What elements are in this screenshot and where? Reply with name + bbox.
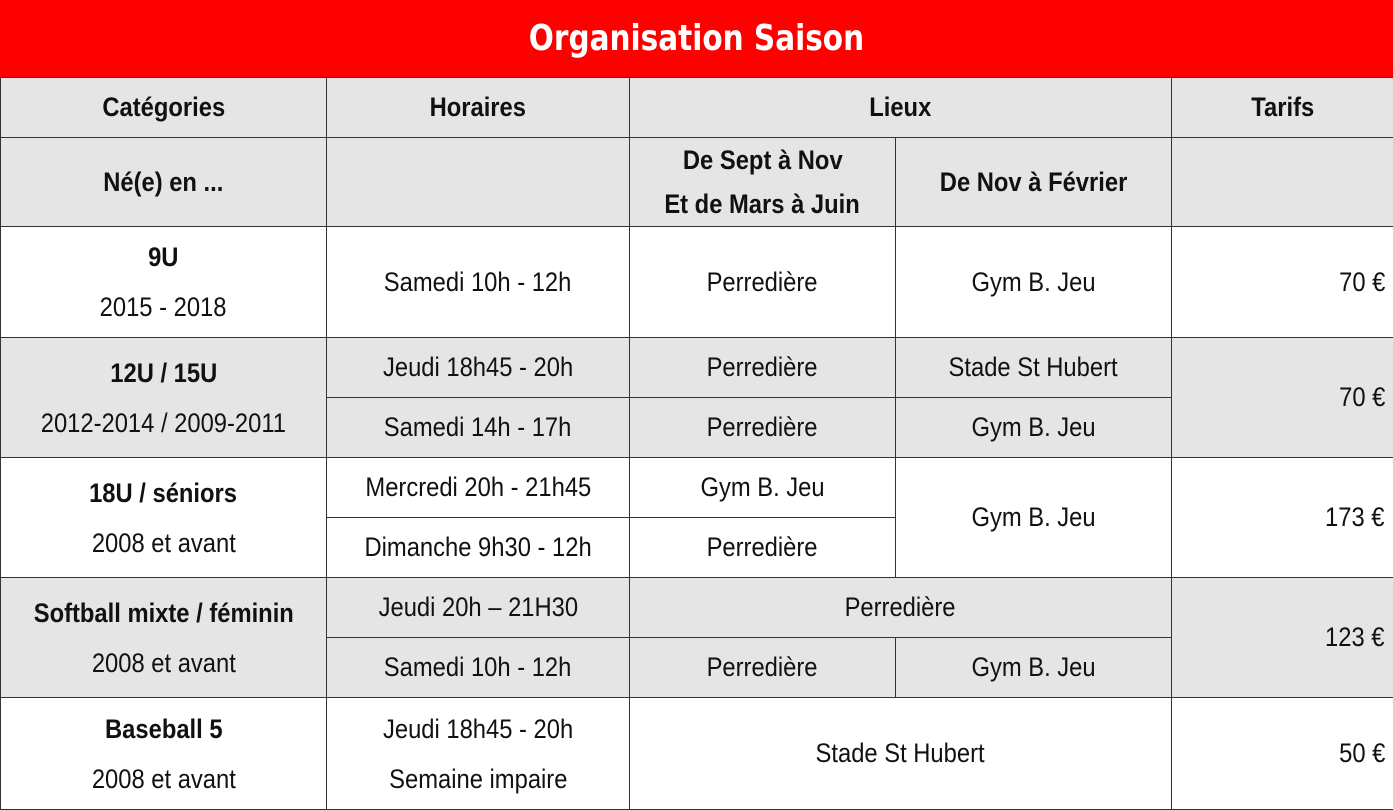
cell-text: De Sept à Nov: [683, 138, 843, 182]
cell-text: Gym B. Jeu: [700, 472, 824, 503]
cell-text: Perredière: [707, 352, 818, 383]
venue-period-2: [896, 398, 1172, 458]
category-softball: [1, 578, 327, 698]
cell-text: Perredière: [707, 412, 818, 443]
cell-text: 2008 et avant: [91, 638, 235, 688]
category-baseball5: [1, 698, 327, 810]
schedule-cell: [327, 698, 630, 810]
cell-text: 2015 - 2018: [100, 282, 227, 332]
schedule-cell: [327, 578, 630, 638]
sheet-title: Organisation Saison: [529, 18, 864, 59]
cell-text: Samedi 10h - 12h: [384, 652, 572, 683]
cell-text: Semaine impaire: [389, 754, 567, 804]
cell-text: Jeudi 18h45 - 20h: [383, 704, 573, 754]
cell-text: Perredière: [707, 532, 818, 563]
subheader-period-2: [896, 138, 1172, 227]
cell-text: 2008 et avant: [91, 754, 235, 804]
cell-text: Samedi 14h - 17h: [384, 412, 572, 443]
cell-text: Né(e) en ...: [103, 167, 223, 198]
venue-period-2: [896, 638, 1172, 698]
schedule-cell: [327, 398, 630, 458]
header-categories: [1, 78, 327, 138]
cell-text: Stade St Hubert: [949, 352, 1118, 383]
cell-text: De Nov à Février: [940, 167, 1128, 198]
cell-text: 18U / séniors: [90, 468, 238, 518]
schedule-cell: [327, 338, 630, 398]
venue-period-1: [630, 638, 896, 698]
schedule-table: [0, 77, 1393, 810]
venue-period-1: [630, 227, 896, 338]
venue-period-1: [630, 338, 896, 398]
cell-text: Perredière: [707, 652, 818, 683]
cell-text: 123 €: [1325, 622, 1384, 653]
venue-period-2: [896, 338, 1172, 398]
cell-text: Jeudi 18h45 - 20h: [383, 352, 573, 383]
cell-text: Stade St Hubert: [816, 738, 985, 769]
cell-text: 173 €: [1325, 502, 1384, 533]
cell-text: Perredière: [707, 267, 818, 298]
schedule-cell: [327, 518, 630, 578]
category-12u-15u: [1, 338, 327, 458]
cell-text: Softball mixte / féminin: [33, 588, 293, 638]
cell-text: Samedi 10h - 12h: [384, 267, 572, 298]
cell-text: Jeudi 20h – 21H30: [378, 592, 577, 623]
cell-text: 12U / 15U: [110, 348, 217, 398]
price-cell: [1172, 578, 1393, 698]
venue-period-1: [630, 398, 896, 458]
venue-period-2: [896, 458, 1172, 578]
cell-text: 70 €: [1340, 382, 1386, 413]
header-tarifs: [1172, 78, 1393, 138]
cell-text: Dimanche 9h30 - 12h: [364, 532, 591, 563]
schedule-cell: [327, 227, 630, 338]
cell-text: Lieux: [869, 92, 931, 123]
venue-period-1: [630, 458, 896, 518]
subheader-tarifs-empty: [1172, 138, 1393, 227]
title-bar: [0, 0, 1393, 77]
cell-text: 50 €: [1340, 738, 1386, 769]
table-row: [1, 338, 1393, 398]
cell-text: Tarifs: [1251, 92, 1314, 123]
venue-period-1: [630, 518, 896, 578]
cell-text: Catégories: [102, 92, 225, 123]
venue-both-periods: [630, 698, 1172, 810]
schedule-cell: [327, 638, 630, 698]
price-cell: [1172, 698, 1393, 810]
price-cell: [1172, 338, 1393, 458]
cell-text: 9U: [148, 232, 178, 282]
price-cell: [1172, 458, 1393, 578]
cell-text: 2012-2014 / 2009-2011: [41, 398, 286, 448]
header-lieux: [630, 78, 1172, 138]
schedule-cell: [327, 458, 630, 518]
header-row: [1, 78, 1393, 138]
category-9u: [1, 227, 327, 338]
category-18u-seniors: [1, 458, 327, 578]
cell-text: Gym B. Jeu: [971, 652, 1095, 683]
cell-text: 2008 et avant: [91, 518, 235, 568]
cell-text: 70 €: [1340, 267, 1386, 298]
cell-text: Gym B. Jeu: [971, 502, 1095, 533]
table-row: [1, 698, 1393, 810]
cell-text: Baseball 5: [105, 704, 223, 754]
price-cell: [1172, 227, 1393, 338]
venue-both-periods: [630, 578, 1172, 638]
subheader-row: [1, 138, 1393, 227]
header-horaires: [327, 78, 630, 138]
venue-period-2: [896, 227, 1172, 338]
cell-text: Gym B. Jeu: [971, 267, 1095, 298]
cell-text: Horaires: [430, 92, 526, 123]
table-row: [1, 578, 1393, 638]
table-row: [1, 227, 1393, 338]
cell-text: Et de Mars à Juin: [665, 182, 860, 226]
cell-text: Gym B. Jeu: [971, 412, 1095, 443]
cell-text: Perredière: [845, 592, 956, 623]
subheader-horaires-empty: [327, 138, 630, 227]
table-row: [1, 458, 1393, 518]
cell-text: Mercredi 20h - 21h45: [365, 472, 591, 503]
subheader-ne-en: [1, 138, 327, 227]
subheader-period-1: [630, 138, 896, 227]
